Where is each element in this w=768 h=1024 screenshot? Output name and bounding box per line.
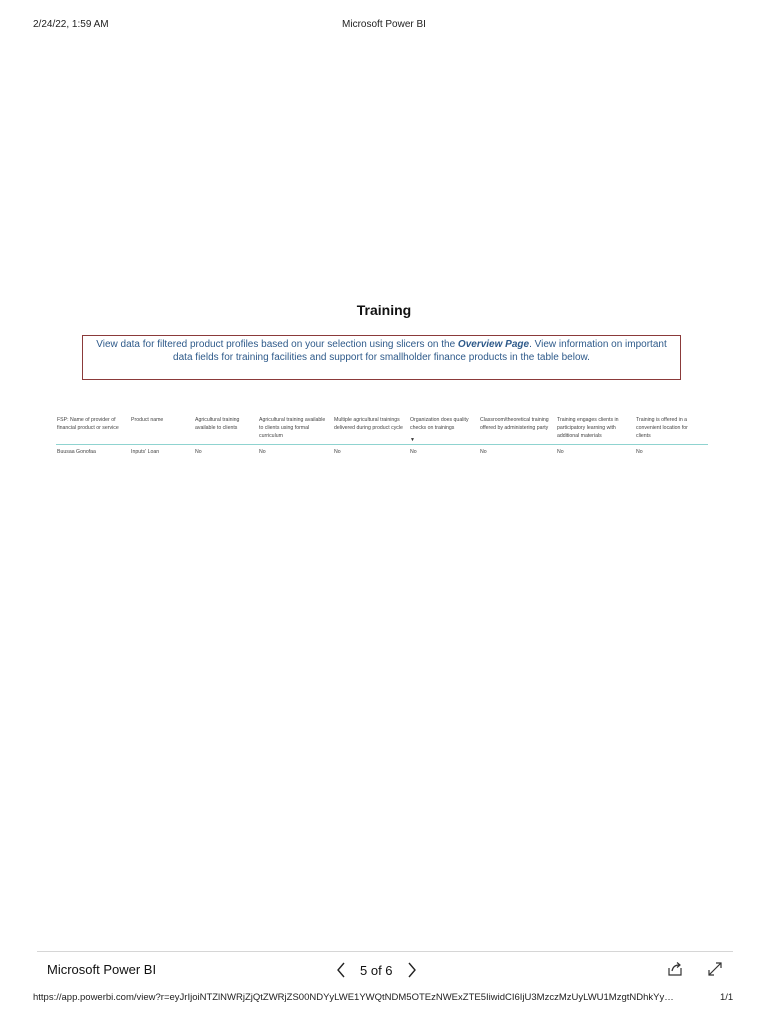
expand-button[interactable] <box>706 960 724 978</box>
print-datetime: 2/24/22, 1:59 AM <box>33 19 109 30</box>
next-page-button[interactable] <box>405 960 419 980</box>
share-icon <box>666 960 684 978</box>
table-row <box>56 445 708 457</box>
print-page-number: 1/1 <box>720 992 734 1003</box>
table-cell: No <box>259 449 266 455</box>
page-indicator: 5 of 6 <box>360 962 393 978</box>
table-cell: Buusaa Gonofaa <box>57 449 96 455</box>
page-navigator <box>334 958 419 982</box>
sort-descending-icon[interactable]: ▼ <box>410 437 415 443</box>
table-cell: No <box>334 449 341 455</box>
table-header-row <box>56 416 708 445</box>
chevron-left-icon <box>336 962 346 978</box>
footer-divider <box>37 951 733 952</box>
table-cell: No <box>410 449 417 455</box>
column-header-participatory-learning[interactable]: Training engages clients in participatory learning with additional materials <box>556 416 635 445</box>
table-cell: No <box>557 449 564 455</box>
print-url: https://app.powerbi.com/view?r=eyJrIjoiNTZlNWRjZjQtZWRjZS00NDYyLWE1YWQtNDM5OTEzNWExZTE5IiwidCI6IjU3MzczMzUyLWU1MzgtNDhkYy… <box>33 992 674 1003</box>
info-box <box>82 335 681 380</box>
column-header-quality-checks[interactable] <box>409 416 479 445</box>
table-cell: No <box>480 449 487 455</box>
expand-icon <box>706 960 724 978</box>
footer-brand: Microsoft Power BI <box>47 962 157 977</box>
column-header-formal-curriculum[interactable]: Agricultural training available to clients using formal curriculum <box>258 416 333 445</box>
page-title: Training <box>356 302 412 318</box>
share-button[interactable] <box>666 960 684 978</box>
table-cell: No <box>636 449 643 455</box>
previous-page-button[interactable] <box>334 960 348 980</box>
column-header-multiple-trainings[interactable]: Multiple agricultural trainings delivered during product cycle <box>333 416 409 445</box>
column-header-classroom-training[interactable]: Classroom/theoretical training offered by administering party <box>479 416 556 445</box>
table-cell: Inputs' Loan <box>131 449 160 455</box>
column-header-product-name[interactable]: Product name <box>130 416 194 445</box>
column-header-convenient-location[interactable]: Training is offered in a convenient location for clients <box>635 416 708 445</box>
info-text-part2: . View information on important data fields for training facilities and support for smallholder finance products in the table below. <box>173 339 667 363</box>
footer-actions <box>666 960 724 978</box>
print-title: Microsoft Power BI <box>342 19 426 30</box>
info-text-part1: View data for filtered product profiles based on your selection using slicers on the <box>96 339 458 350</box>
column-header-quality-checks-label: Organization does quality checks on trainings <box>410 417 469 431</box>
column-header-fsp[interactable]: FSP: Name of provider of financial product or service <box>56 416 130 445</box>
table-cell: No <box>195 449 202 455</box>
training-table <box>56 416 708 456</box>
column-header-ag-training[interactable]: Agricultural training available to clients <box>194 416 258 445</box>
overview-page-emphasis: Overview Page <box>457 339 530 350</box>
chevron-right-icon <box>407 962 417 978</box>
